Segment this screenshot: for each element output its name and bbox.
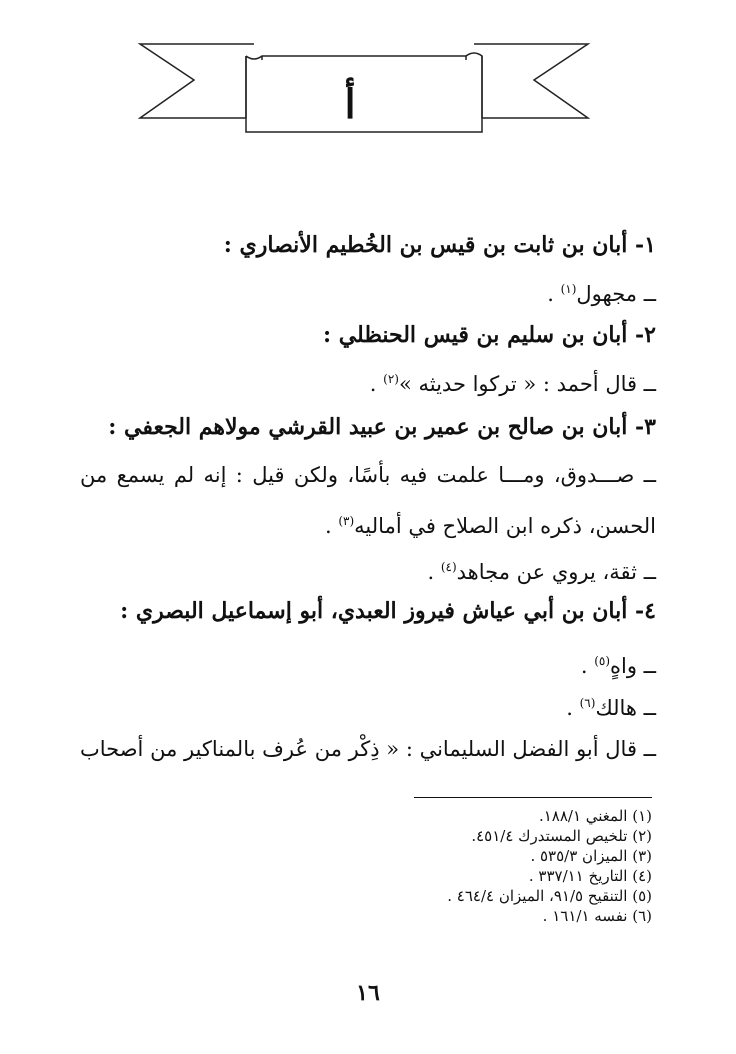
entry-heading: ٢- أبان بن سليم بن قيس الحنظلي : [322,322,656,348]
entry-line [566,688,656,723]
entry-line-text: ــ مجهول [576,282,656,306]
entry-line-text: ــ قال أبو الفضل السليماني : « ذِكْر من عُرف بالمناكير من أصحاب [80,737,656,761]
footnote-ref: (٢) [383,372,399,386]
footnote-ref: (٥) [594,654,611,668]
footnotes [447,806,652,926]
entry-line-end: . [427,560,441,584]
entry-line-end: . [566,696,580,720]
footnote: (٤) التاريخ ٣٣٧/١١ . [528,867,652,885]
entry-line-text: الحسن، ذكره ابن الصلاح في أماليه [354,514,656,538]
entry-line-end: . [580,654,595,678]
footnote-divider [414,797,652,798]
entry-heading: ٤- أبان بن أبي عياش فيروز العبدي، أبو إسماعيل البصري : [120,598,656,624]
entry-heading: ٣- أبان بن صالح بن عمير بن عبيد القرشي مولاهم الجعفي : [108,414,656,440]
entry-line-text: ــ صـــدوق، ومـــا علمت فيه بأسًا، ولكن قيل : إنه لم يسمع من [80,463,656,487]
entry-line [547,274,656,309]
footnote-ref: (٣) [338,514,355,528]
footnote: (٣) الميزان ٥٣٥/٣ . [530,847,652,865]
entry-line-text: ــ قال أحمد : « تركوا حديثه » [398,372,656,396]
entry-line-end: . [324,514,339,538]
entry-line-text: ــ واهٍ [610,654,656,678]
footnote-ref: (٤) [440,560,457,574]
footnote-ref: (٦) [579,696,596,710]
entry-line [80,734,656,764]
page-number: ١٦ [356,980,380,1006]
entry-heading: ١- أبان بن ثابت بن قيس بن الخُطيم الأنصاري : [223,232,656,258]
entry-line [581,646,656,681]
footnote-ref: (١) [560,282,577,296]
entry-line [370,364,656,399]
entry-line-end: . [369,372,384,396]
footnote: (٦) نفسه ١٦١/١ . [542,907,652,925]
footnote: (٥) التنقيح ٩١/٥، الميزان ٤٦٤/٤ . [447,887,652,905]
entry-line [80,460,656,490]
entry-line [427,552,656,587]
banner-letter: أ [344,81,356,128]
entry-line-end: . [547,282,561,306]
footnote: (٢) تلخيص المستدرك ٤٥١/٤. [471,827,652,845]
entry-line [325,506,656,541]
entry-line-text: ــ ثقة، يروي عن مجاهد [456,560,656,584]
entry-line-text: ــ هالك [595,696,656,720]
footnote: (١) المغني ١٨٨/١. [538,807,652,825]
